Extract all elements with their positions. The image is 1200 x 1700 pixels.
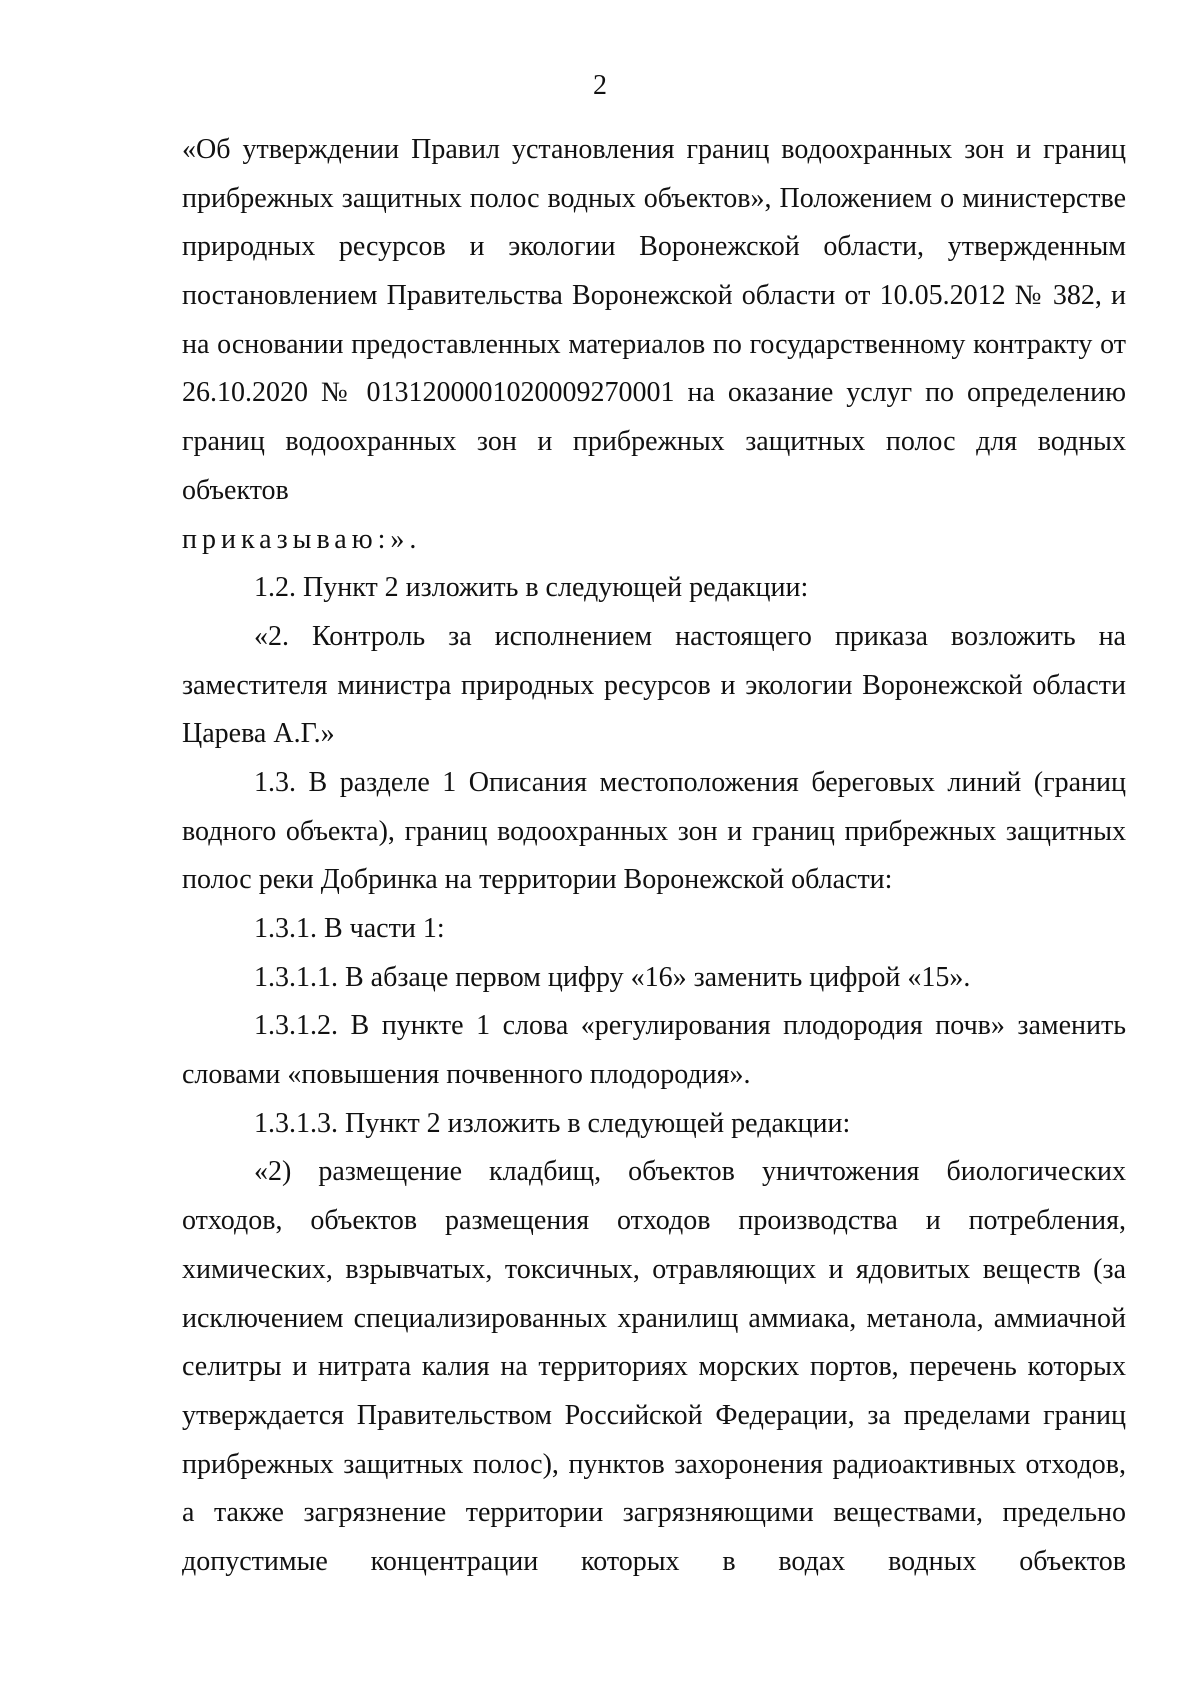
text-line: допустимые концентрации которых в водах водных объектов (182, 1545, 1126, 1577)
text-line: селитры и нитрата калия на территориях морских портов, перечень которых (182, 1351, 1126, 1383)
text-line: 1.3. В разделе 1 Описания местоположения береговых линий (границ (254, 766, 1126, 798)
text-line: словами «повышения почвенного плодородия». (182, 1059, 751, 1091)
text-line: 1.3.1.1. В абзаце первом цифру «16» заменить цифрой «15». (254, 961, 971, 993)
document-body (182, 126, 1126, 1587)
text-line: приказываю:». (182, 523, 422, 555)
text-line: химических, взрывчатых, токсичных, отравляющих и ядовитых веществ (за (182, 1253, 1126, 1285)
text-line: природных ресурсов и экологии Воронежской области, утвержденным (182, 231, 1126, 263)
text-line: объектов (182, 474, 289, 506)
text-line: отходов, объектов размещения отходов производства и потребления, (182, 1205, 1126, 1237)
text-line: исключением специализированных хранилищ аммиака, метанола, аммиачной (182, 1302, 1126, 1334)
text-line: 1.3.1. В части 1: (254, 913, 445, 944)
text-line: а также загрязнение территории загрязняющими веществами, предельно (182, 1497, 1126, 1529)
page-number: 2 (593, 70, 607, 101)
text-line: заместителя министра природных ресурсов и экологии Воронежской области (182, 669, 1126, 701)
text-line: прибрежных защитных полос), пунктов захоронения радиоактивных отходов, (182, 1448, 1126, 1480)
text-line: «Об утверждении Правил установления границ водоохранных зон и границ (182, 134, 1126, 165)
text-line: 1.2. Пункт 2 изложить в следующей редакции: (254, 572, 809, 604)
text-line: водного объекта), границ водоохранных зон и границ прибрежных защитных (182, 815, 1126, 847)
text-line: Царева А.Г.» (182, 718, 335, 750)
text-line: утверждается Правительством Российской Федерации, за пределами границ (182, 1399, 1126, 1431)
text-line: на основании предоставленных материалов по государственному контракту от (182, 328, 1126, 360)
text-line: «2. Контроль за исполнением настоящего приказа возложить на (254, 620, 1126, 652)
text-line: 1.3.1.2. В пункте 1 слова «регулирования плодородия почв» заменить (254, 1010, 1126, 1042)
text-line: «2) размещение кладбищ, объектов уничтожения биологических (254, 1156, 1126, 1188)
text-line: прибрежных защитных полос водных объектов», Положением о министерстве (182, 182, 1126, 214)
text-line: 26.10.2020 № 0131200001020009270001 на оказание услуг по определению (182, 377, 1126, 409)
text-line: полос реки Добринка на территории Воронежской области: (182, 864, 893, 896)
text-line: границ водоохранных зон и прибрежных защитных полос для водных (182, 426, 1126, 458)
text-line: постановлением Правительства Воронежской области от 10.05.2012 № 382, и (182, 280, 1126, 312)
text-line: 1.3.1.3. Пункт 2 изложить в следующей редакции: (254, 1107, 851, 1139)
